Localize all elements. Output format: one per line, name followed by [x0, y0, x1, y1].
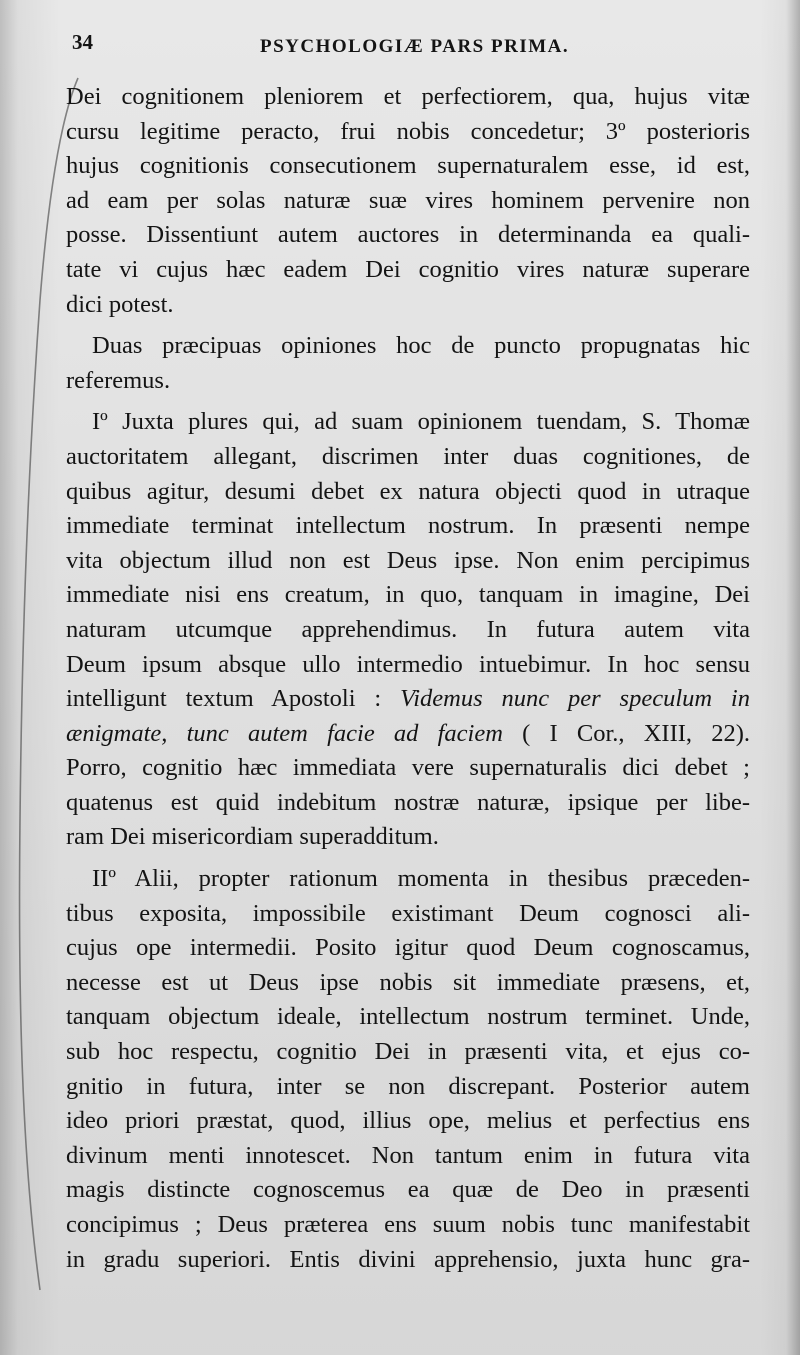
text-line: quibus agitur, desumi debet ex natura objecti quod in utraque	[66, 477, 750, 505]
text-line: tibus exposita, impossibile existimant Deum cognosci ali-	[66, 899, 750, 927]
text-line: Porro, cognitio hæc immediata vere supernaturalis dici debet ;	[66, 754, 750, 782]
page-number: 34	[72, 30, 93, 54]
body-text	[66, 80, 750, 1277]
scripture-quote: Videmus nunc per speculum in	[400, 685, 750, 713]
text-line: Dei cognitionem pleniorem et perfectiorem, qua, hujus vitæ	[66, 83, 750, 110]
text-line: posse. Dissentiunt autem auctores in determinanda ea quali-	[66, 221, 750, 249]
text-line: immediate nisi ens creatum, in quo, tanquam in imagine, Dei	[66, 581, 750, 609]
text-run: intelligunt textum Apostoli :	[66, 685, 382, 713]
text-line: ideo priori præstat, quod, illius ope, melius et perfectius ens	[66, 1107, 750, 1135]
text-line: gnitio in futura, inter se non discrepant. Posterior autem	[66, 1072, 750, 1100]
paragraph	[66, 329, 750, 398]
text-line: quatenus est quid indebitum nostræ naturæ, ipsique per libe-	[66, 788, 750, 816]
text-line: Iº Juxta plures qui, ad suam opinionem tuendam, S. Thomæ	[92, 408, 750, 436]
paragraph	[66, 405, 750, 855]
text-line: sub hoc respectu, cognitio Dei in præsenti vita, et ejus co-	[66, 1038, 750, 1066]
citation: ( I Cor., XIII, 22).	[522, 719, 751, 747]
text-line: necesse est ut Deus ipse nobis sit immediate præsens, et,	[66, 968, 750, 996]
running-head: PSYCHOLOGIÆ PARS PRIMA.	[260, 36, 570, 57]
text-line: ad eam per solas naturæ suæ vires hominem pervenire non	[66, 186, 750, 214]
text-line: dici potest.	[66, 290, 174, 318]
text-line: tanquam objectum ideale, intellectum nostrum terminet. Unde,	[66, 1003, 750, 1031]
text-line	[66, 682, 750, 717]
text-line: divinum menti innotescet. Non tantum enim in futura vita	[66, 1141, 750, 1169]
text-line	[66, 717, 750, 752]
paragraph	[66, 862, 750, 1277]
text-line: concipimus ; Deus præterea ens suum nobis tunc manifestabit	[66, 1211, 750, 1238]
text-line: immediate terminat intellectum nostrum. In præsenti nempe	[66, 512, 750, 540]
text-line: magis distincte cognoscemus ea quæ de Deo in præsenti	[66, 1176, 750, 1204]
text-line: Deum ipsum absque ullo intermedio intuebimur. In hoc sensu	[66, 650, 750, 678]
scripture-quote: ænigmate, tunc autem facie ad faciem	[66, 719, 503, 747]
text-line: ram Dei misericordiam superadditum.	[66, 823, 439, 851]
text-line: auctoritatem allegant, discrimen inter duas cognitiones, de	[66, 442, 750, 470]
text-line: hujus cognitionis consecutionem supernaturalem esse, id est,	[66, 152, 750, 180]
paragraph	[66, 80, 750, 322]
text-line: referemus.	[66, 366, 171, 394]
page-header	[70, 30, 750, 64]
text-line: tate vi cujus hæc eadem Dei cognitio vires naturæ superare	[66, 255, 750, 283]
text-line: Duas præcipuas opiniones hoc de puncto propugnatas hic	[92, 332, 750, 360]
text-line: cujus ope intermedii. Posito igitur quod Deum cognoscamus,	[66, 934, 750, 962]
text-line: cursu legitime peracto, frui nobis concedetur; 3º posterioris	[66, 117, 750, 145]
text-line: vita objectum illud non est Deus ipse. Non enim percipimus	[66, 546, 750, 574]
text-line: in gradu superiori. Entis divini apprehensio, juxta hunc gra-	[66, 1245, 750, 1273]
text-line: IIº Alii, propter rationum momenta in thesibus præceden-	[92, 865, 750, 893]
text-line: naturam utcumque apprehendimus. In futura autem vita	[66, 615, 750, 643]
